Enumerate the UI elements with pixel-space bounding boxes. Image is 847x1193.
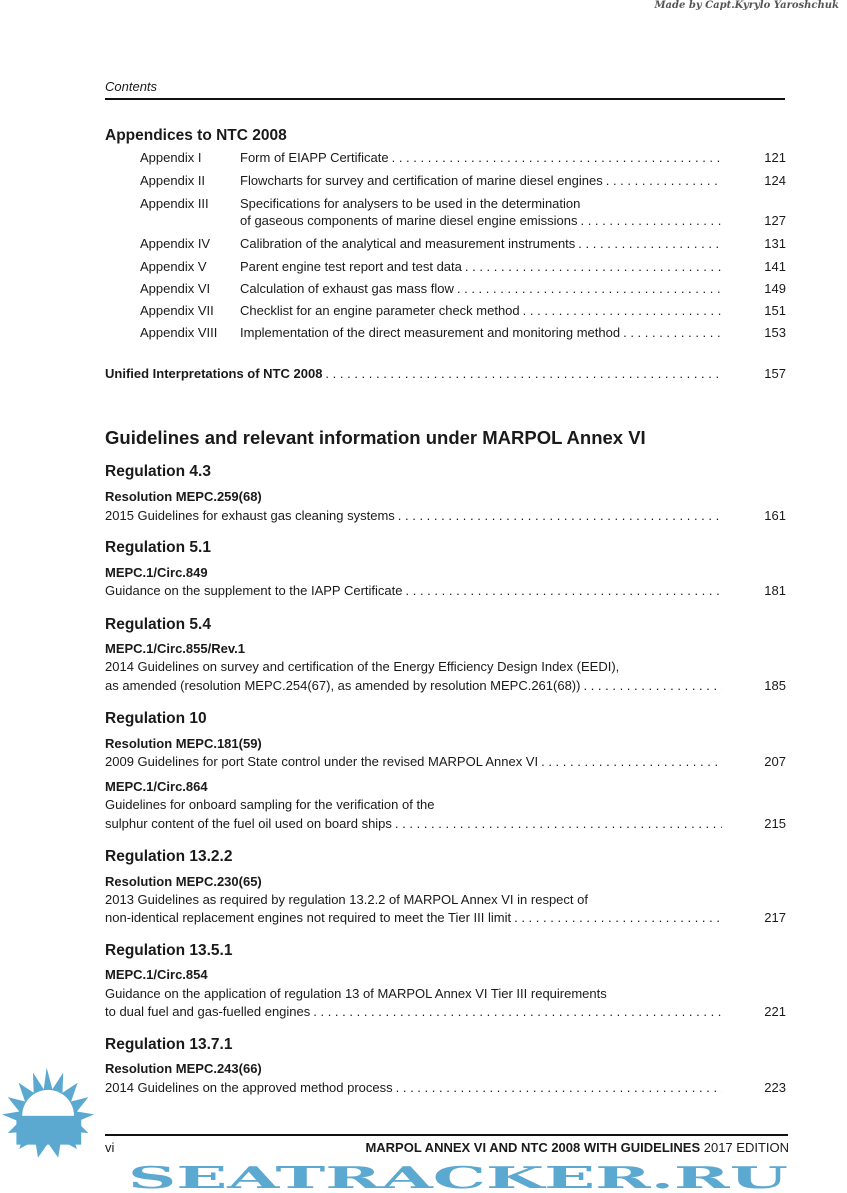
entry-title: 2015 Guidelines for exhaust gas cleaning systems	[105, 508, 395, 523]
page-number: 131	[764, 236, 786, 251]
page-number: 223	[764, 1080, 786, 1095]
guidelines-heading: Guidelines and relevant information under MARPOL Annex VI	[105, 427, 646, 448]
entry-title-line: Guidance on the application of regulation 13 of MARPOL Annex VI Tier III requirements	[105, 986, 607, 1001]
appendix-label: Appendix VII	[140, 303, 214, 318]
toc-entry[interactable]	[240, 281, 722, 297]
entry-title-line: 2013 Guidelines as required by regulation 13.2.2 of MARPOL Annex VI in respect of	[105, 892, 588, 907]
toc-entry[interactable]	[240, 259, 722, 275]
regulation-heading: Regulation 13.2.2	[105, 848, 233, 865]
page-number: 149	[764, 281, 786, 296]
dot-leader	[462, 259, 722, 275]
entry-title: Calculation of exhaust gas mass flow	[240, 281, 454, 296]
toc-entry[interactable]	[240, 173, 722, 189]
page-number: 141	[764, 259, 786, 274]
page-number: 161	[764, 508, 786, 523]
dot-leader	[575, 236, 722, 252]
dot-leader	[310, 1004, 722, 1020]
regulation-heading: Regulation 10	[105, 710, 207, 727]
regulation-heading: Regulation 5.1	[105, 539, 211, 556]
dot-leader	[392, 816, 722, 832]
toc-entry-unified[interactable]	[105, 366, 722, 382]
dot-leader	[577, 213, 722, 229]
header-rule	[105, 98, 785, 100]
resolution-ref: Resolution MEPC.230(65)	[105, 874, 262, 889]
entry-title-line: 2014 Guidelines on survey and certification of the Energy Efficiency Design Index (EEDI),	[105, 659, 620, 674]
resolution-ref: Resolution MEPC.243(66)	[105, 1061, 262, 1076]
regulation-heading: Regulation 13.5.1	[105, 942, 233, 959]
sun-icon	[2, 1068, 94, 1158]
entry-title-line: Specifications for analysers to be used in the determination	[240, 196, 581, 211]
dot-leader	[580, 678, 722, 694]
resolution-ref: Resolution MEPC.259(68)	[105, 489, 262, 504]
entry-title: Parent engine test report and test data	[240, 259, 462, 274]
appendix-label: Appendix VI	[140, 281, 211, 296]
entry-title: sulphur content of the fuel oil used on board ships	[105, 816, 392, 831]
footer-title-bold: MARPOL ANNEX VI AND NTC 2008 WITH GUIDELINES	[365, 1140, 701, 1155]
entry-title: to dual fuel and gas-fuelled engines	[105, 1004, 311, 1019]
page-number: 127	[764, 213, 786, 228]
entry-title: 2009 Guidelines for port State control under the revised MARPOL Annex VI	[105, 754, 539, 769]
watermark	[0, 1060, 847, 1193]
page-number: 124	[764, 173, 786, 188]
resolution-ref: MEPC.1/Circ.855/Rev.1	[105, 641, 245, 656]
toc-entry[interactable]	[240, 213, 722, 229]
entry-title: Form of EIAPP Certificate	[240, 150, 389, 165]
entry-title: non-identical replacement engines not required to meet the Tier III limit	[105, 910, 512, 925]
dot-leader	[389, 150, 722, 166]
page-number: 215	[764, 816, 786, 831]
regulation-heading: Regulation 13.7.1	[105, 1036, 233, 1053]
page-number: 207	[764, 754, 786, 769]
credit-note: Made by Capt.Kyrylo Yaroshchuk	[654, 0, 839, 11]
entry-title: Guidance on the supplement to the IAPP Certificate	[105, 583, 403, 598]
appendix-label: Appendix IV	[140, 236, 211, 251]
dot-leader	[511, 910, 722, 926]
entry-title: of gaseous components of marine diesel engine emissions	[240, 213, 578, 228]
appendix-label: Appendix I	[140, 150, 202, 165]
appendix-label: Appendix VIII	[140, 325, 218, 340]
dot-leader	[603, 173, 722, 189]
entry-title: as amended (resolution MEPC.254(67), as amended by resolution MEPC.261(68))	[105, 678, 581, 693]
page-number: 217	[764, 910, 786, 925]
dot-leader	[395, 508, 722, 524]
page-number: 153	[764, 325, 786, 340]
toc-entry[interactable]	[240, 236, 722, 252]
page-number: 185	[764, 678, 786, 693]
entry-title: Implementation of the direct measurement and monitoring method	[240, 325, 621, 340]
entry-title-line: Guidelines for onboard sampling for the verification of the	[105, 797, 435, 812]
toc-entry[interactable]	[240, 303, 722, 319]
entry-title: Calibration of the analytical and measurement instruments	[240, 236, 576, 251]
toc-entry[interactable]	[105, 678, 722, 694]
page-number: 181	[764, 583, 786, 598]
dot-leader	[322, 366, 722, 382]
entry-title: Checklist for an engine parameter check method	[240, 303, 520, 318]
running-header: Contents	[105, 79, 158, 94]
dot-leader	[403, 583, 723, 599]
page-number: 157	[764, 366, 786, 381]
appendix-label: Appendix V	[140, 259, 207, 274]
appendix-label: Appendix II	[140, 173, 206, 188]
dot-leader	[454, 281, 722, 297]
appendices-heading: Appendices to NTC 2008	[105, 127, 287, 144]
toc-entry[interactable]	[240, 325, 722, 341]
regulation-heading: Regulation 5.4	[105, 616, 211, 633]
toc-entry[interactable]	[105, 910, 722, 926]
toc-entry[interactable]	[105, 508, 722, 524]
dot-leader	[538, 754, 722, 770]
regulation-heading: Regulation 4.3	[105, 463, 211, 480]
toc-entry[interactable]	[105, 816, 722, 832]
entry-title: 2014 Guidelines on the approved method process	[105, 1080, 393, 1095]
entry-title: Flowcharts for survey and certification of marine diesel engines	[240, 173, 603, 188]
dot-leader	[620, 325, 722, 341]
footer-title	[365, 1140, 789, 1156]
footer-rule	[105, 1134, 788, 1136]
entry-title: Unified Interpretations of NTC 2008	[105, 366, 323, 381]
page-number: 121	[764, 150, 786, 165]
resolution-ref: MEPC.1/Circ.849	[105, 565, 208, 580]
toc-entry[interactable]	[105, 754, 722, 770]
footer-page-number: vi	[105, 1140, 115, 1155]
dot-leader	[520, 303, 722, 319]
page-number: 221	[764, 1004, 786, 1019]
resolution-ref: MEPC.1/Circ.864	[105, 779, 208, 794]
footer-edition: 2017 EDITION	[700, 1140, 789, 1155]
resolution-ref: MEPC.1/Circ.854	[105, 967, 208, 982]
watermark-text: SEATRACKER.RU	[128, 1161, 788, 1193]
resolution-ref: Resolution MEPC.181(59)	[105, 736, 262, 751]
page-number: 151	[764, 303, 786, 318]
appendix-label: Appendix III	[140, 196, 209, 211]
toc-entry[interactable]	[105, 583, 722, 599]
toc-entry[interactable]	[105, 1004, 722, 1020]
toc-entry[interactable]	[240, 150, 722, 166]
